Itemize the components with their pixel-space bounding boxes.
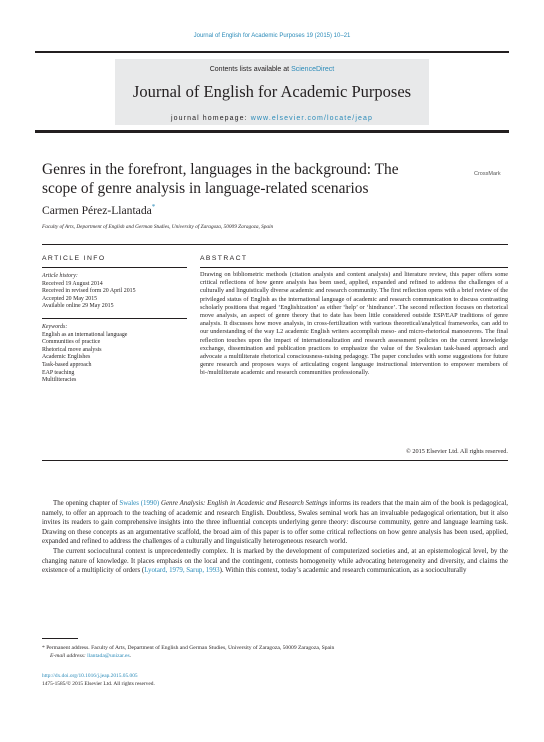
footnote-email-line — [42, 652, 508, 660]
article-history — [42, 273, 192, 311]
footnote-divider — [42, 638, 78, 639]
publication-info — [42, 672, 155, 688]
keyword: Rhetorical move analysis — [42, 346, 102, 353]
paragraph — [42, 547, 508, 576]
keyword: EAP teaching — [42, 369, 75, 376]
footnote-text: Permanent address. Faculty of Arts, Department of English and German Studies, University of Zaragoza, 50009 Zaragoza, Spain — [44, 645, 335, 651]
homepage-link[interactable]: www.elsevier.com/locate/jeap — [250, 115, 373, 122]
history-revised: Received in revised form 20 April 2015 — [42, 288, 136, 295]
journal-reference[interactable]: Journal of English for Academic Purposes 19 (2015) 10–21 — [193, 33, 351, 39]
keyword: English as an international language — [42, 331, 128, 338]
book-title: Genre Analysis: English in Academic and Research Settings — [160, 500, 328, 507]
copyright-notice: © 2015 Elsevier Ltd. All rights reserved. — [406, 448, 508, 455]
keyword: Multiliteracies — [42, 377, 77, 384]
history-online: Available online 29 May 2015 — [42, 303, 114, 310]
email-link[interactable]: llantada@unizar.es — [87, 653, 130, 659]
footnote-address — [42, 644, 508, 652]
history-accepted: Accepted 20 May 2015 — [42, 295, 98, 302]
keywords-label: Keywords: — [42, 324, 68, 330]
doi-link[interactable]: http://dx.doi.org/10.1016/j.jeap.2015.05.005 — [42, 673, 138, 679]
citation-link[interactable]: Lyotard, 1979, Sarup, 1993 — [144, 567, 220, 575]
article-body — [42, 499, 508, 576]
journal-homepage — [115, 115, 429, 122]
divider — [42, 318, 187, 319]
paragraph — [42, 499, 508, 547]
history-label: Article history: — [42, 273, 78, 279]
keyword: Academic Englishes — [42, 354, 91, 361]
footnote — [42, 644, 508, 660]
divider — [42, 460, 508, 461]
author-text: Carmen Pérez-Llantada — [42, 203, 152, 217]
citation-link[interactable]: Swales (1990) — [119, 500, 160, 507]
contents-prefix: Contents lists available at — [209, 66, 292, 73]
journal-title: Journal of English for Academic Purposes — [132, 82, 412, 101]
email-label: E-mail address: — [50, 653, 86, 659]
author-name — [42, 203, 155, 217]
article-title — [42, 160, 442, 198]
text-span: ). Within this context, today’s academic and research communication, as a socioculturally — [219, 567, 467, 575]
crossmark-logo[interactable]: CrossMark — [474, 171, 501, 177]
sciencedirect-link[interactable]: ScienceDirect — [291, 66, 335, 73]
title-line-1: Genres in the forefront, languages in the background: The — [42, 161, 399, 178]
issn-line: 1475-1585/© 2015 Elsevier Ltd. All rights reserved. — [42, 681, 155, 687]
homepage-prefix: journal homepage: — [171, 115, 251, 122]
contents-line — [115, 66, 429, 73]
abstract-heading: ABSTRACT — [200, 255, 248, 262]
masthead-band — [115, 59, 429, 125]
text-span: The current sociocultural context is unprecedentedly complex. It is marked by the development of computerized societies and, at an epistemological level, by the changing nature of knowledge. It places emphasis on the local and the contingent, contests homogeneity while advocating heterogeneity and diversity, and claims the existence of a multiplicity of orders ( — [42, 547, 508, 575]
divider — [42, 267, 187, 268]
title-line-2: scope of genre analysis in language-related scenarios — [42, 180, 369, 197]
keywords — [42, 324, 192, 385]
footnote-mark: * — [42, 645, 45, 651]
history-received: Received 19 August 2014 — [42, 280, 103, 287]
text-span: The opening chapter of — [53, 500, 120, 507]
email-end: . — [129, 653, 132, 659]
keyword: Task-based approach — [42, 361, 92, 368]
author-footnote-mark[interactable]: * — [151, 203, 156, 211]
keyword: Communities of practice — [42, 339, 101, 346]
abstract-text: Drawing on bibliometric methods (citation analysis and content analysis) and literature review, this paper offers some critical reflections of how genre analysis has been used, applied, expanded and refined to address the challenges of a culturally and linguistically diverse academic and research community. The first reflection opens with a brief review of the privileged status of English as the international language of academic and research communication to discuss contrasting scholarly positions that regard ‘Englishization’ as either ‘help’ or ‘hindrance’. The second reflection focuses on rhetorical move analysis, an aspect of genre theory that to date has been little considered outside ESP/EAP traditions of genre analysis. It discusses how move analysis, in cross-fertilization with various theoretical/analytical frameworks, can add to our understanding of the way L2 academic English writers accomplish meso- and micro-rhetorical manoeuvres. The final reflection touches upon the impact of internationalization and research assessment policies on the current knowledge exchange, dissemination and publication practices to emphasize the value of the Swalesian task-based approach and advocate a multiliterate rhetorical consciousness-raising pedagogy. The paper concludes with some suggestions for future genre research and proposes ways of articulating cogent language instructional intervention to empower members of bi-/multiliterate academic and research communities professionally. — [200, 271, 508, 377]
divider — [42, 244, 508, 245]
affiliation: Faculty of Arts, Department of English and German Studies, University of Zaragoza, 50009 Zaragoza, Spain — [42, 224, 274, 230]
text-span: informs its readers that the main aim of the book is pedagogical, namely, to offer an approach to the teaching of academic and research English. Doubtless, Swales seminal work has an invaluable pedagogical orientation, but it also invites its readers to gain comprehensive insights into the three influential concepts underlying genre theory: discourse community, genre and language learning task. Drawing on these concepts as an argumentative scaffold, the broad aim of this paper is to offer some critical reflections on how genre analysis has been used, applied, expanded and refined to address the challenges of a culturally and linguistically heterogeneous research world. — [42, 500, 508, 546]
journal-masthead — [35, 51, 509, 133]
divider — [200, 267, 508, 268]
article-info-heading: ARTICLE INFO — [42, 255, 106, 262]
